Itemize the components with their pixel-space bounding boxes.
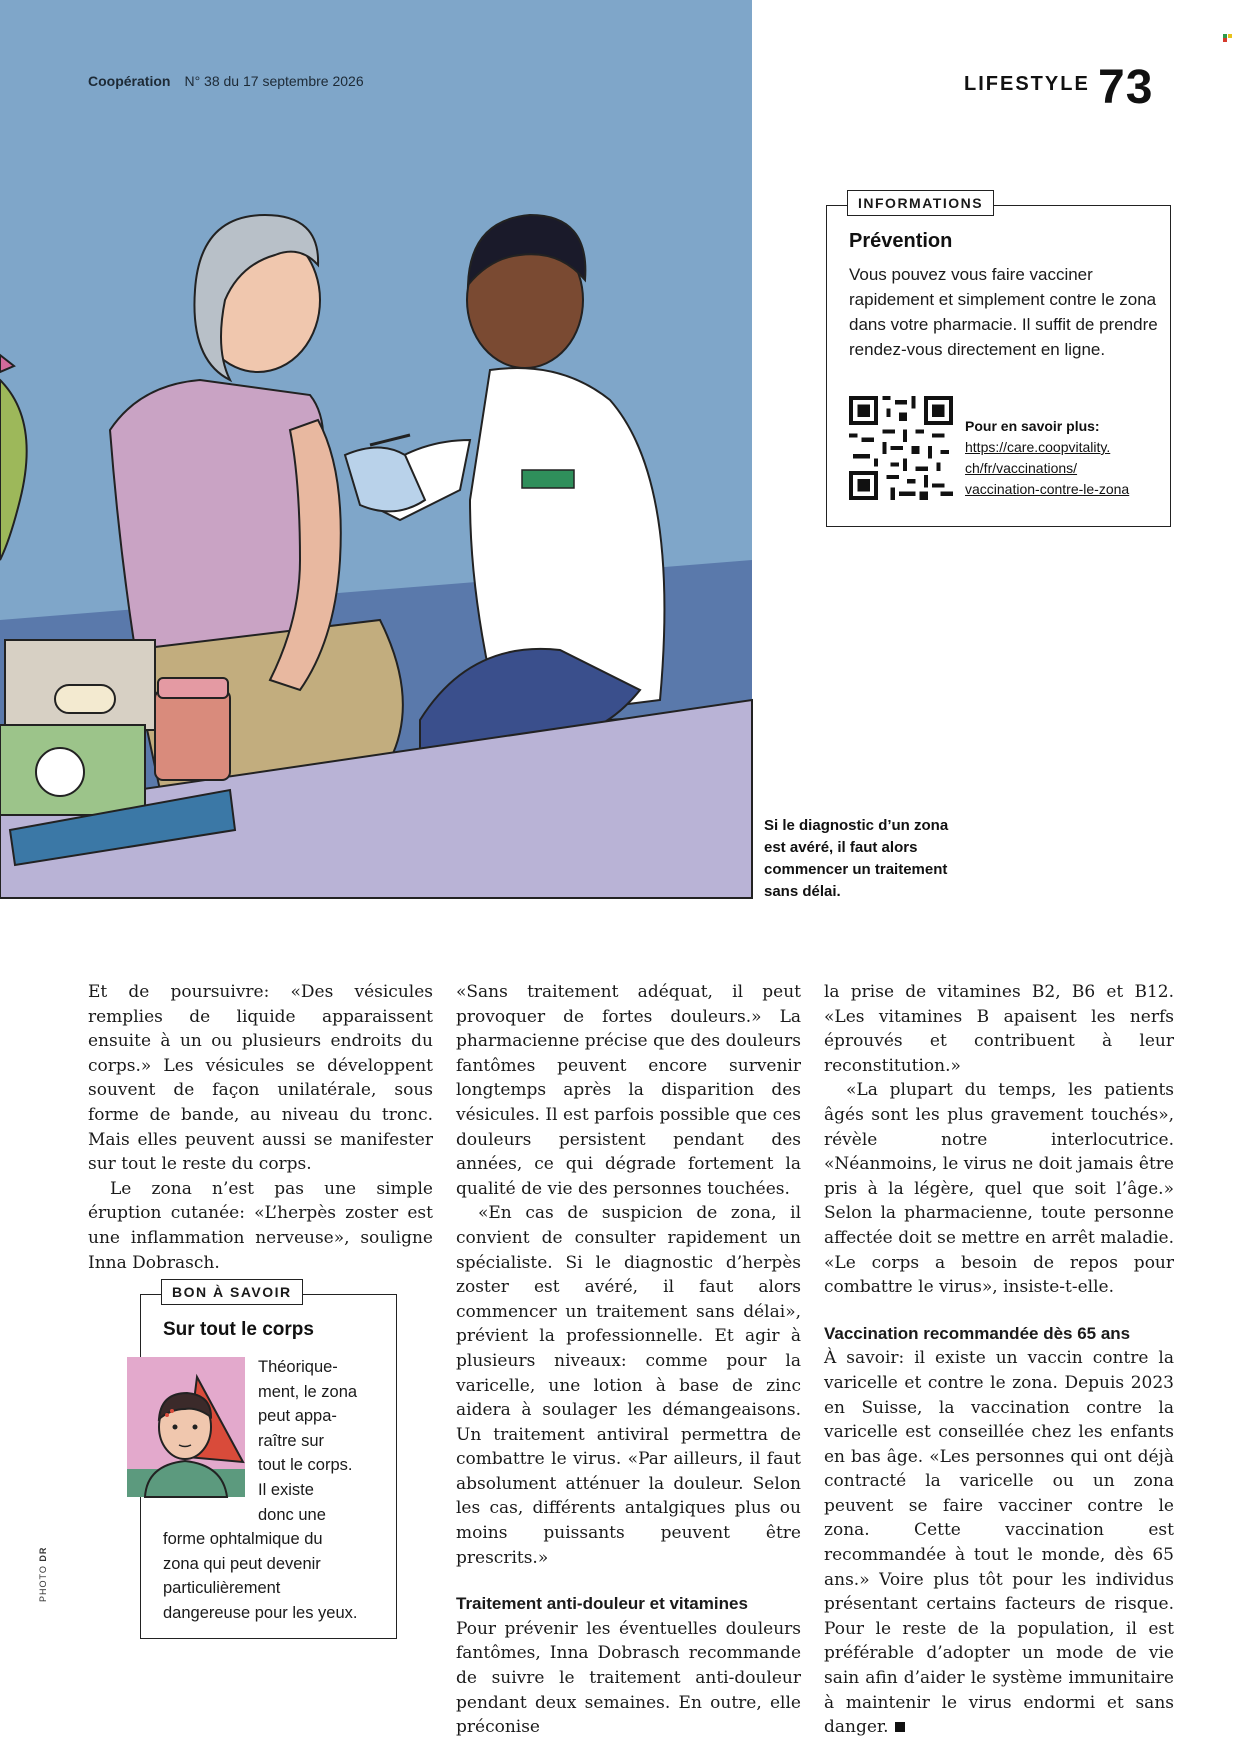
vaccination-scene (0, 0, 752, 898)
paragraph: Le zona n’est pas une simple éruption cutanée: «L’herpès zoster est une inflammation nerveuse», souligne Inna Dobrasch. (88, 1178, 433, 1273)
page-number: 73 (1098, 61, 1154, 114)
paragraph: Pour prévenir les éventuelles douleurs fantômes, Inna Dobrasch recommande de suivre le traitement anti-douleur pendant deux semaines. En outre, elle préconise (456, 1618, 801, 1738)
paragraph-text: À savoir: il existe un vaccin contre la varicelle et contre le zona. Depuis 2023 en Suisse, la vaccination contre la varicelle est conseillée chez les enfants en bas âge. «Les personnes qui ont déjà contracté la varicelle ou un zona peuvent se faire vacciner contre le zona. Cette vaccination est recommandée à tout le monde, dès 65 ans.» Voire plus tôt pour les individus présentant certains facteurs de risque. Pour le reste de la population, il est préférable d’adopter un mode de vie sain afin d’aider le système immunitaire à maintenir le virus endormi et sans danger. (824, 1348, 1174, 1738)
qr-link-line-2[interactable]: ch/fr/vaccinations/ (965, 460, 1078, 476)
text-line: donc une (258, 1505, 326, 1524)
text-line: Théorique- (258, 1358, 338, 1376)
paragraph (824, 1346, 1174, 1740)
paragraph: «Sans traitement adéquat, il peut provoquer de fortes douleurs.» La pharmacienne précise que des douleurs fantômes peuvent encore survenir longtemps après la disparition des vésicules. Il est parfois possible que ces douleurs persistent pendant des années, ce qui dégrade fortement la qualité de vie des personnes touchées. (456, 982, 801, 1199)
text-line: peut appa- (258, 1407, 337, 1426)
text-line: raître sur (258, 1431, 325, 1450)
text-line: Il existe (258, 1480, 314, 1499)
paragraph: Et de poursuivre: «Des vésicules remplies de liquide apparaissent ensuite à un ou plusieurs endroits du corps.» Les vésicules se développent souvent de façon unilatérale, sous forme de bande, au niveau du tronc. Mais elles peuvent aussi se manifester sur tout le reste du corps. (88, 982, 433, 1175)
info-box-text: Vous pouvez vous faire vacciner rapidement et simplement contre le zona dans votre pharmacie. Il suffit de prendre rendez-vous directement en ligne. (849, 265, 1158, 359)
article-column-2 (456, 980, 801, 1740)
magazine-header (88, 73, 364, 89)
subheading: Vaccination recommandée dès 65 ans (824, 1323, 1131, 1343)
paragraph: «La plupart du temps, les patients âgés sont les plus gravement touchés», révèle notre interlocutrice. «Néanmoins, le virus ne doit jamais être pris à la légère, quel que soit l’âge.» Selon la pharmacienne, toute personne affectée doit se mettre en arrêt maladie. «Le corps a besoin de repos pour combattre le virus», insiste-t-elle. (824, 1080, 1174, 1298)
qr-label: Pour en savoir plus: (965, 418, 1100, 434)
qr-code-icon[interactable] (849, 396, 953, 500)
good-to-know-text (163, 1355, 389, 1626)
text-line: zona qui peut devenir (163, 1554, 321, 1573)
qr-link-line-1[interactable]: https://care.coopvitality. (965, 439, 1111, 455)
info-box-tag: INFORMATIONS (847, 190, 994, 216)
end-of-article-icon (895, 1722, 905, 1732)
section-label: LIFESTYLE (964, 73, 1090, 95)
image-caption: Si le diagnostic d’un zona est avéré, il faut alors commencer un traitement sans délai. (764, 817, 949, 900)
article-column-3 (824, 980, 1174, 1740)
corner-logo-icon (1223, 34, 1233, 42)
magazine-name: Coopération (88, 73, 171, 89)
qr-caption (965, 416, 1129, 500)
subheading: Traitement anti-douleur et vitamines (456, 1594, 748, 1614)
info-box-title: Prévention (849, 230, 953, 252)
photo-credit-label: PHOTO (38, 1565, 48, 1602)
text-line: forme ophtalmique du (163, 1530, 323, 1549)
article-column-1 (88, 980, 433, 1275)
photo-credit-name: DR (38, 1546, 48, 1562)
issue-info: N° 38 du 17 septembre 2026 (184, 73, 364, 89)
text-line: tout le corps. (258, 1456, 353, 1475)
hero-illustration (0, 0, 752, 898)
text-line: dangereuse pour les yeux. (163, 1603, 358, 1622)
good-to-know-tag: BON À SAVOIR (161, 1279, 303, 1305)
paragraph: la prise de vitamines B2, B6 et B12. «Les vitamines B apaisent les nerfs éprouvés et contribuent à leur reconstitution.» (824, 982, 1174, 1076)
photo-credit (38, 1547, 48, 1602)
good-to-know-title: Sur tout le corps (163, 1319, 314, 1340)
paragraph: «En cas de suspicion de zona, il convient de consulter rapidement un spécialiste. Si le diagnostic d’herpès zoster est avéré, il faut alors commencer un traitement sans délai», prévient la professionnelle. Et agir à plusieurs niveaux: comme pour la varicelle, une lotion à base de zinc aidera à soulager les démangeaisons. Un traitement antiviral permettra de combattre le virus. «Par ailleurs, il faut absolument atténuer la douleur. Selon les cas, différents antalgiques plus ou moins puissants peuvent être prescrits.» (456, 1203, 801, 1568)
good-to-know-box (140, 1284, 397, 1639)
text-line: ment, le zona (258, 1382, 358, 1401)
text-line: particulièrement (163, 1579, 281, 1598)
qr-link-line-3[interactable]: vaccination-contre-le-zona (965, 481, 1130, 497)
info-box (826, 195, 1171, 527)
